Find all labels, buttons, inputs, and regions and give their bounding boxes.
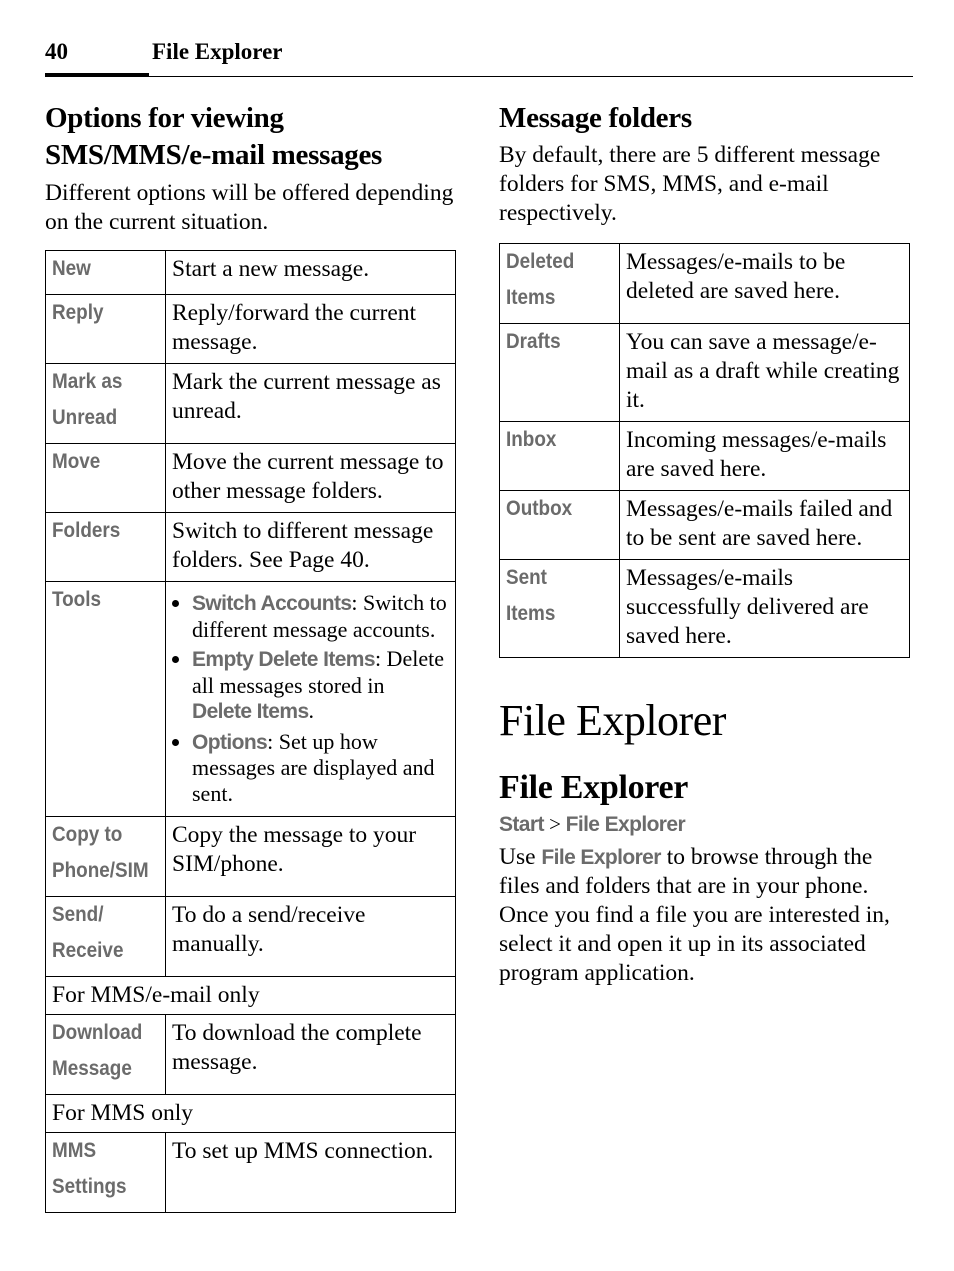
page-header (45, 36, 913, 78)
option-term: Tools (52, 588, 102, 611)
list-item: • Empty Delete Items: Delete all messages stored in Delete Items. (192, 646, 449, 725)
table-row (46, 295, 456, 364)
page-number: 40 (45, 39, 68, 64)
section-title: File Explorer (499, 769, 689, 806)
folders-table (499, 243, 910, 658)
list-item: • Switch Accounts: Switch to different message accounts. (192, 590, 449, 642)
option-term: Phone/SIM (52, 859, 149, 882)
option-term: MMS (52, 1139, 97, 1162)
table-row (46, 251, 456, 295)
header-rule-accent (45, 73, 149, 77)
option-term: Receive (52, 939, 124, 962)
table-row (500, 491, 910, 560)
table-row (46, 1015, 456, 1095)
message-folders-heading: Message folders (499, 102, 692, 134)
option-term: Download (52, 1021, 143, 1044)
option-term: Mark as (52, 370, 123, 393)
option-desc: To set up MMS connection. (166, 1133, 456, 1213)
options-table (45, 250, 456, 1213)
option-desc: Move the current message to other message folders. (166, 444, 456, 513)
list-item: • Options: Set up how messages are displayed and sent. (192, 729, 449, 807)
header-rule (45, 76, 913, 77)
file-explorer-description: Use File Explorer to browse through the files and folders that are in your phone. Once you find a file you are interested in, select it and open it up in its associated program application. (499, 844, 890, 986)
option-term: Message (52, 1057, 132, 1080)
option-desc: Switch to different message folders. See Page 40. (166, 513, 456, 582)
table-row (500, 560, 910, 658)
table-row (46, 513, 456, 582)
right-column (499, 100, 911, 988)
options-intro: Different options will be offered depending on the current situation. (45, 180, 454, 235)
section-row: For MMS only (46, 1095, 456, 1133)
left-column (45, 100, 456, 1213)
option-term: Folders (52, 519, 121, 542)
table-row (500, 244, 910, 324)
chapter-title: File Explorer (499, 696, 726, 745)
option-desc: Copy the message to your SIM/phone. (166, 817, 456, 897)
option-term: Send/ (52, 903, 104, 926)
table-row (46, 977, 456, 1015)
menu-path: Start > File Explorer (499, 812, 686, 836)
table-row (46, 582, 456, 817)
table-row (500, 422, 910, 491)
option-desc: Mark the current message as unread. (166, 364, 456, 444)
running-title: File Explorer (152, 39, 283, 64)
options-heading: Options for viewing SMS/MMS/e-mail messages (45, 102, 383, 171)
option-desc: To download the complete message. (166, 1015, 456, 1095)
folder-desc: Messages/e-mails to be deleted are saved here. (620, 244, 910, 324)
folder-desc: Messages/e-mails failed and to be sent are saved here. (620, 491, 910, 560)
table-row (46, 1095, 456, 1133)
table-row (46, 444, 456, 513)
table-row (46, 1133, 456, 1213)
option-term: New (52, 257, 91, 280)
tools-list (172, 590, 449, 806)
folder-term: Sent (506, 566, 547, 589)
folder-desc: You can save a message/e-mail as a draft while creating it. (620, 324, 910, 422)
table-row (46, 897, 456, 977)
folders-intro: By default, there are 5 different message folders for SMS, MMS, and e-mail respectively. (499, 142, 881, 226)
option-desc: To do a send/receive manually. (166, 897, 456, 977)
option-term: Settings (52, 1175, 127, 1198)
option-term: Unread (52, 406, 118, 429)
table-row (46, 364, 456, 444)
folder-desc: Messages/e-mails successfully delivered are saved here. (620, 560, 910, 658)
folder-term: Outbox (506, 497, 573, 520)
option-term: Move (52, 450, 101, 473)
folder-desc: Incoming messages/e-mails are saved here. (620, 422, 910, 491)
section-row: For MMS/e-mail only (46, 977, 456, 1015)
folder-term: Drafts (506, 330, 561, 353)
option-term: Reply (52, 301, 104, 324)
table-row (46, 817, 456, 897)
option-desc: Reply/forward the current message. (166, 295, 456, 364)
folder-term: Inbox (506, 428, 557, 451)
option-term: Copy to (52, 823, 123, 846)
folder-term: Items (506, 286, 556, 309)
option-desc: Start a new message. (166, 251, 456, 295)
table-row (500, 324, 910, 422)
folder-term: Items (506, 602, 556, 625)
folder-term: Deleted (506, 250, 575, 273)
